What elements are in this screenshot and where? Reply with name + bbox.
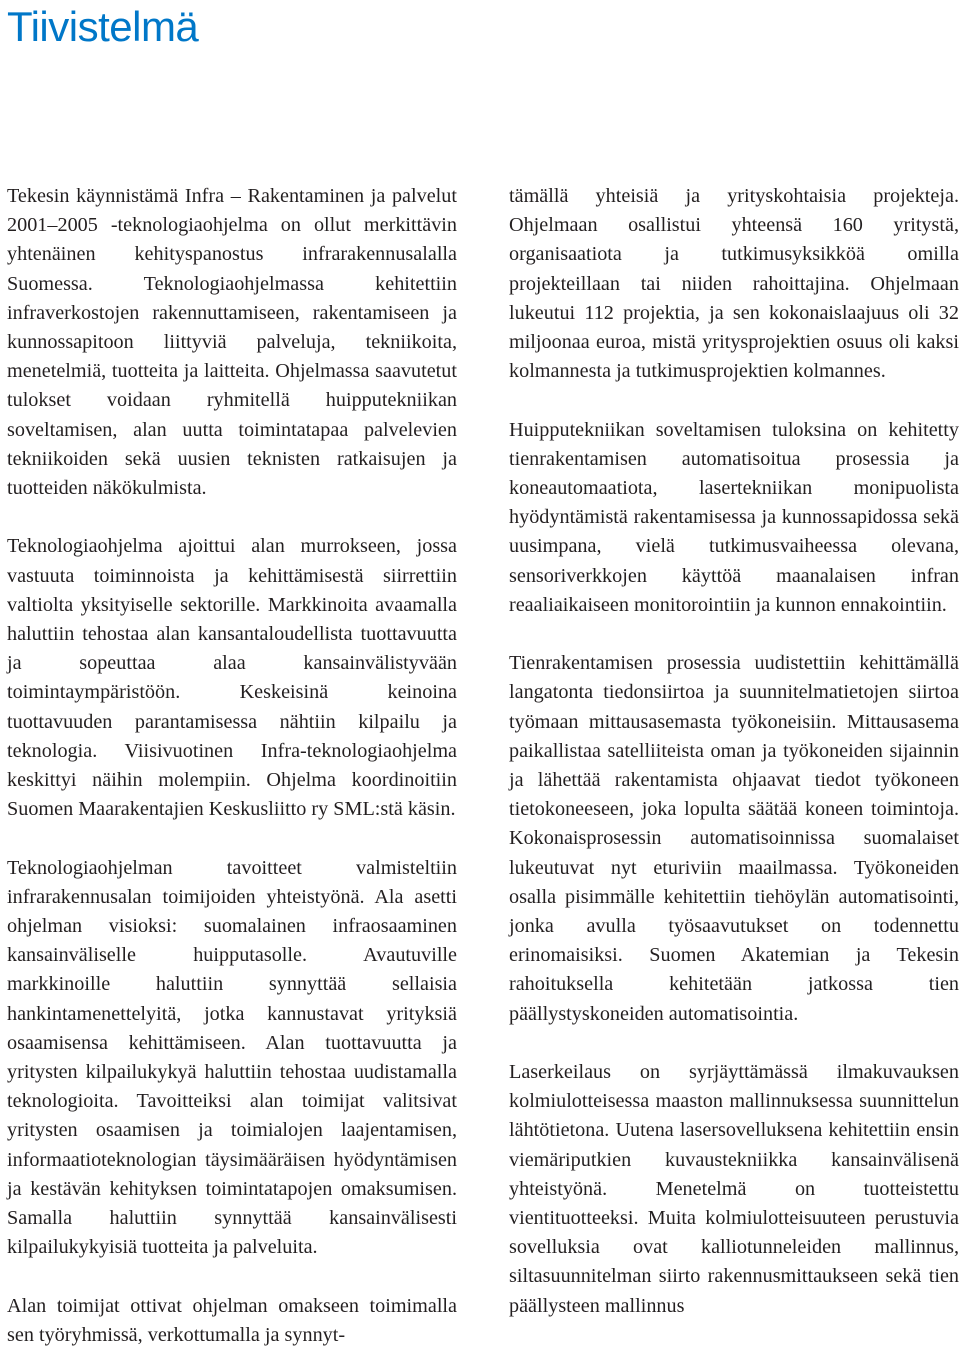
paragraph-program-goals: Teknologiaohjelman tavoitteet valmisteltiin infrarakennusalan toimijoiden yhteistyönä. Ala asetti ohjelman visioksi: suomalainen infraosaaminen kansainväliselle huipputasolle. Avautuville markkinoille haluttiin synnyttää sellaisia hankintamenettelyitä, jotka kannustavat yrityksiä osaamisensa kehittämiseen. Alan tuottavuutta ja yritysten kilpailukykyä haluttiin tehostaa uudistamalla teknologioita. Tavoitteiksi alan toimijat valitsivat yritysten osaamisen ja toimialojen laajentamisen, informaatioteknologian täysimääräisen hyödyntämisen ja kestävän kehityksen toimintatapojen omaksumisen. Samalla haluttiin synnyttää kansainvälisesti kilpailukykyisiä tuotteita ja palveluita. — [7, 856, 457, 1259]
paragraph-road-construction-process: Tienrakentamisen prosessia uudistettiin kehittämällä langatonta tiedonsiirtoa ja suunnitelmatietojen siirtoa työmaan mittausasemasta työkoneisiin. Mittausasema paikallistaa satelliiteista oman ja työkoneiden sijainnin ja lähettää rakentamista ohjaavat tiedot työkoneen tietokoneeseen, joka lopulta säätää koneen toimintoja. Kokonaisprosessin automatisoinnissa suomalaiset lukeutuvat nyt eturiviin maailmassa. Työkoneiden osalla pisimmälle kehitettiin tiehöylän automatisointi, jonka avulla työsaavutukset on todennettu erinomaisiksi. Suomen Akatemian ja Tekesin rahoituksella kehitetään jatkossa tien päällystyskoneiden automatisointia. — [509, 652, 959, 1025]
paragraph-participation-figures: tämällä yhteisiä ja yrityskohtaisia projekteja. Ohjelmaan osallistui yhteensä 160 yritystä, organisaatiota ja tutkimusyksikköä omilla projekteillaan tai niiden rahoittajina. Ohjelmaan lukeutui 112 projektia, ja sen kokonaislaajuus oli 32 miljoonaa euroa, mistä yritysprojektien osuus oli kaksi kolmannesta ja tutkimusprojektien kolmannes. — [509, 185, 959, 383]
paragraph-intro: Tekesin käynnistämä Infra – Rakentaminen ja palvelut 2001–2005 -teknologiaohjelma on ollut merkittävin yhtenäinen kehityspanostus infrarakennusalalla Suomessa. Teknologiaohjelmassa kehitettiin infraverkostojen rakennuttamiseen, rakentamiseen ja kunnossapitoon liittyviä palveluja, tekniikoita, menetelmiä, tuotteita ja laitteita. Ohjelmassa saavutetut tulokset voidaan ryhmitellä huipputekniikan soveltamisen, alan uutta toimintatapaa palvelevien tekniikoiden sekä uusien teknisten ratkaisujen ja tuotteiden näkökulmista. — [7, 185, 457, 500]
paragraph-industry-transition: Teknologiaohjelma ajoittui alan murrokseen, jossa vastuuta toiminnoista ja kehittämisestä siirrettiin valtiolta yksityiselle sektorille. Markkinoita avaamalla haluttiin tehostaa alan kansantaloudellista tuottavuutta ja sopeuttaa alaa kansainvälistyvään toimintaympäristöön. Keskeisinä keinoina tuottavuuden parantamisessa nähtiin kilpailu ja teknologia. Viisivuotinen Infra-teknologiaohjelma keskittyi näihin molempiin. Ohjelma koordinoitiin Suomen Maarakentajien Keskusliitto ry SML:stä käsin. — [7, 535, 457, 821]
paragraph-participation-start: Alan toimijat ottivat ohjelman omakseen toimimalla sen työryhmissä, verkottumalla ja synnyt- — [7, 1294, 457, 1346]
paragraph-laser-scanning: Laserkeilaus on syrjäyttämässä ilmakuvauksen kolmiulotteisessa maaston mallinnuksessa suunnittelun lähtötietona. Uutena lasersovelluksena kehitettiin ensin viemäriputkien kuvaustekniikka kansainvälisenä yhteistyönä. Menetelmä on tuotteistettu vientituotteeksi. Muita kolmiulotteisuuteen perustuvia sovelluksia ovat kalliotunneleiden mallinnus, siltasuunnitelman siirto rakennusmittaukseen sekä tien päällysteen mallinnus — [509, 1061, 959, 1317]
left-text-column — [7, 182, 457, 1350]
paragraph-high-tech-results: Huipputekniikan soveltamisen tuloksina on kehitetty tienrakentamisen automatisoitua prosessia ja koneautomaatiota, lasertekniikan monipuolista hyödyntämistä rakentamisessa ja kunnossapidossa sekä uusimpana, vielä tutkimusvaiheessa olevana, sensoriverkkojen käyttöä maanalaisen infran reaaliaikaiseen monitorointiin ja kunnon ennakointiin. — [509, 418, 959, 616]
right-text-column — [509, 182, 959, 1321]
page-title: Tiivistelmä — [7, 3, 199, 50]
